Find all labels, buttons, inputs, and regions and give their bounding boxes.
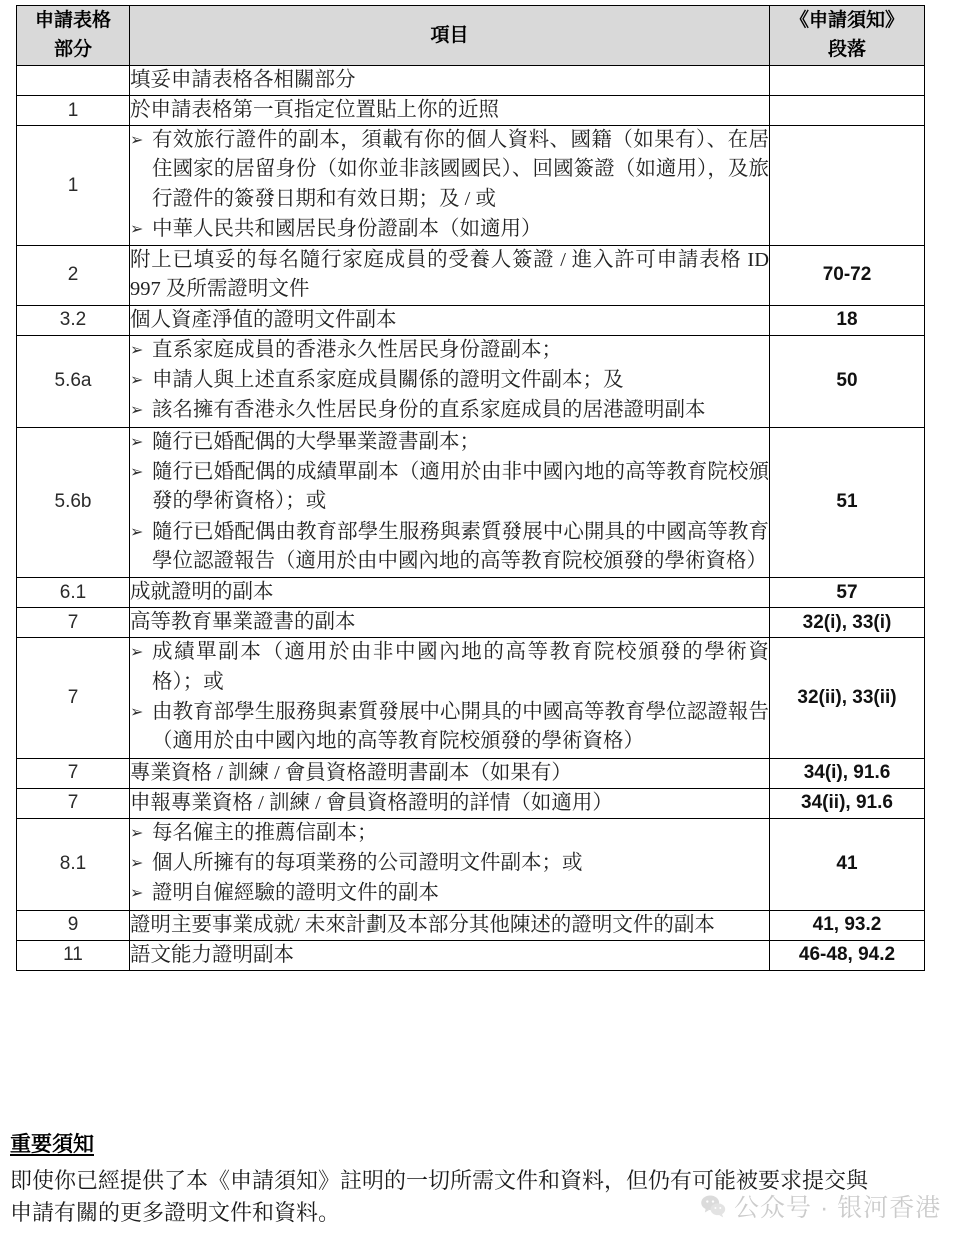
cell-guidance-paragraph: 32(ii), 33(ii) [770, 638, 925, 758]
notice-line-1: 即使你已經提供了本《申請須知》註明的一切所需文件和資料，但仍有可能被要求提交與 [10, 1168, 869, 1193]
item-text: 個人資產淨值的證明文件副本 [130, 308, 397, 331]
header-item: 項目 [130, 6, 770, 66]
cell-application-form-part: 1 [17, 95, 130, 125]
table-row [17, 818, 925, 910]
item-bullet-text: 每名僱主的推薦信副本； [152, 821, 378, 844]
item-text: 證明主要事業成就/ 未來計劃及本部分其他陳述的證明文件的副本 [130, 913, 715, 936]
cell-application-form-part: 6.1 [17, 578, 130, 608]
arrow-bullet-icon: ➢ [130, 400, 144, 420]
item-bullet [130, 366, 769, 395]
cell-application-form-part: 5.6a [17, 335, 130, 427]
cell-application-form-part: 2 [17, 246, 130, 305]
item-bullet [130, 879, 769, 908]
item-text: 於申請表格第一頁指定位置貼上你的近照 [130, 98, 499, 121]
table-row [17, 335, 925, 427]
cell-guidance-paragraph [770, 126, 925, 246]
arrow-bullet-icon: ➢ [130, 461, 144, 481]
cell-item [130, 940, 770, 970]
item-text: 填妥申請表格各相關部分 [130, 68, 356, 91]
cell-guidance-paragraph: 50 [770, 335, 925, 427]
item-bullet-text: 個人所擁有的每項業務的公司證明文件副本；或 [152, 852, 583, 875]
cell-guidance-paragraph [770, 65, 925, 95]
item-text: 申報專業資格 / 訓練 / 會員資格證明的詳情（如適用） [130, 791, 613, 814]
cell-item [130, 758, 770, 788]
cell-application-form-part [17, 65, 130, 95]
item-bullet [130, 819, 769, 848]
item-bullet-list [130, 638, 769, 756]
required-documents-table [16, 5, 925, 971]
notice-body [10, 1165, 956, 1229]
arrow-bullet-icon: ➢ [130, 219, 144, 239]
cell-guidance-paragraph: 51 [770, 427, 925, 578]
item-text: 成就證明的副本 [130, 581, 274, 604]
table-row [17, 246, 925, 305]
item-bullet [130, 698, 769, 757]
table-row [17, 305, 925, 335]
arrow-bullet-icon: ➢ [130, 702, 144, 722]
header-guidance-paragraph [770, 6, 925, 66]
item-bullet-list [130, 126, 769, 244]
item-bullet-list [130, 819, 769, 909]
item-bullet [130, 126, 769, 214]
cell-item [130, 427, 770, 578]
cell-item [130, 305, 770, 335]
table-header-row [17, 6, 925, 66]
cell-guidance-paragraph: 34(ii), 91.6 [770, 788, 925, 818]
item-text: 語文能力證明副本 [130, 943, 294, 966]
table-row [17, 65, 925, 95]
cell-application-form-part: 7 [17, 758, 130, 788]
table-row [17, 788, 925, 818]
item-bullet-text: 隨行已婚配偶的大學畢業證書副本； [152, 430, 480, 453]
table-row [17, 940, 925, 970]
item-bullet [130, 428, 769, 457]
item-bullet-text: 證明自僱經驗的證明文件的副本 [152, 882, 439, 905]
cell-application-form-part: 7 [17, 788, 130, 818]
cell-application-form-part: 11 [17, 940, 130, 970]
item-text: 附上已填妥的每名隨行家庭成員的受養人簽證 / 進入許可申請表格 ID 997 及所需證明文件 [130, 249, 769, 301]
important-notice [10, 1128, 956, 1229]
item-bullet-text: 有效旅行證件的副本，須載有你的個人資料、國籍（如果有）、在居住國家的居留身份（如你並非該國國民）、回國簽證（如適用），及旅行證件的簽發日期和有效日期；及 / 或 [152, 129, 769, 210]
cell-item [130, 608, 770, 638]
cell-application-form-part: 1 [17, 126, 130, 246]
cell-guidance-paragraph: 18 [770, 305, 925, 335]
cell-item [130, 65, 770, 95]
item-bullet [130, 336, 769, 365]
header-part-line2: 部分 [53, 39, 92, 61]
arrow-bullet-icon: ➢ [130, 431, 144, 451]
item-bullet-text: 由教育部學生服務與素質發展中心開具的中國高等教育學位認證報告（適用於由中國內地的高等教育院校頒發的學術資格） [152, 701, 769, 753]
item-bullet-text: 直系家庭成員的香港永久性居民身份證副本； [152, 338, 562, 361]
item-bullet-text: 中華人民共和國居民身份證副本（如適用） [152, 218, 542, 241]
header-para-line1: 《申請須知》 [789, 10, 904, 31]
arrow-bullet-icon: ➢ [130, 642, 144, 662]
cell-guidance-paragraph: 57 [770, 578, 925, 608]
header-part-line1: 申請表格 [34, 10, 111, 31]
table-row [17, 95, 925, 125]
cell-application-form-part: 9 [17, 910, 130, 940]
arrow-bullet-icon: ➢ [130, 853, 144, 873]
cell-application-form-part: 5.6b [17, 427, 130, 578]
arrow-bullet-icon: ➢ [130, 822, 144, 842]
table-row [17, 126, 925, 246]
cell-application-form-part: 7 [17, 638, 130, 758]
cell-guidance-paragraph: 46-48, 94.2 [770, 940, 925, 970]
item-bullet [130, 458, 769, 517]
item-bullet-list [130, 428, 769, 577]
watermark-text: 公众号 · 银河香港 [734, 1194, 942, 1222]
arrow-bullet-icon: ➢ [130, 369, 144, 389]
notice-line-2: 申請有關的更多證明文件和資料。 [10, 1200, 341, 1226]
notice-title: 重要須知 [10, 1133, 94, 1156]
cell-item [130, 126, 770, 246]
cell-guidance-paragraph: 34(i), 91.6 [770, 758, 925, 788]
table-row [17, 758, 925, 788]
table-row [17, 638, 925, 758]
header-para-line2: 段落 [827, 39, 866, 61]
table-body [17, 65, 925, 970]
item-bullet-text: 該名擁有香港永久性居民身份的直系家庭成員的居港證明副本 [152, 399, 706, 422]
header-application-form-part [17, 6, 130, 66]
item-bullet [130, 849, 769, 878]
table-row [17, 910, 925, 940]
cell-item [130, 638, 770, 758]
cell-guidance-paragraph: 32(i), 33(i) [770, 608, 925, 638]
item-bullet [130, 396, 769, 425]
cell-item [130, 578, 770, 608]
cell-item [130, 246, 770, 305]
item-bullet [130, 215, 769, 244]
cell-guidance-paragraph: 41, 93.2 [770, 910, 925, 940]
item-text: 專業資格 / 訓練 / 會員資格證明書副本（如果有） [130, 761, 572, 784]
arrow-bullet-icon: ➢ [130, 130, 144, 150]
cell-guidance-paragraph [770, 95, 925, 125]
item-bullet [130, 518, 769, 577]
item-text: 高等教育畢業證書的副本 [130, 611, 356, 634]
cell-guidance-paragraph: 70-72 [770, 246, 925, 305]
cell-guidance-paragraph: 41 [770, 818, 925, 910]
arrow-bullet-icon: ➢ [130, 521, 144, 541]
item-bullet-list [130, 336, 769, 426]
table-header [17, 6, 925, 66]
item-bullet [130, 638, 769, 697]
cell-item [130, 910, 770, 940]
cell-item [130, 818, 770, 910]
item-bullet-text: 成績單副本（適用於由非中國內地的高等教育院校頒發的學術資格）；或 [152, 641, 769, 693]
cell-item [130, 95, 770, 125]
item-bullet-text: 隨行已婚配偶的成績單副本（適用於由非中國內地的高等教育院校頒發的學術資格）；或 [152, 460, 769, 513]
arrow-bullet-icon: ➢ [130, 883, 144, 903]
cell-item [130, 335, 770, 427]
table-row [17, 578, 925, 608]
cell-application-form-part: 8.1 [17, 818, 130, 910]
table-row [17, 427, 925, 578]
arrow-bullet-icon: ➢ [130, 339, 144, 359]
cell-item [130, 788, 770, 818]
cell-application-form-part: 7 [17, 608, 130, 638]
cell-application-form-part: 3.2 [17, 305, 130, 335]
table-row [17, 608, 925, 638]
item-bullet-text: 申請人與上述直系家庭成員關係的證明文件副本；及 [152, 368, 624, 391]
item-bullet-text: 隨行已婚配偶由教育部學生服務與素質發展中心開具的中國高等教育學位認證報告（適用於由中國內地的高等教育院校頒發的學術資格） [152, 520, 769, 572]
